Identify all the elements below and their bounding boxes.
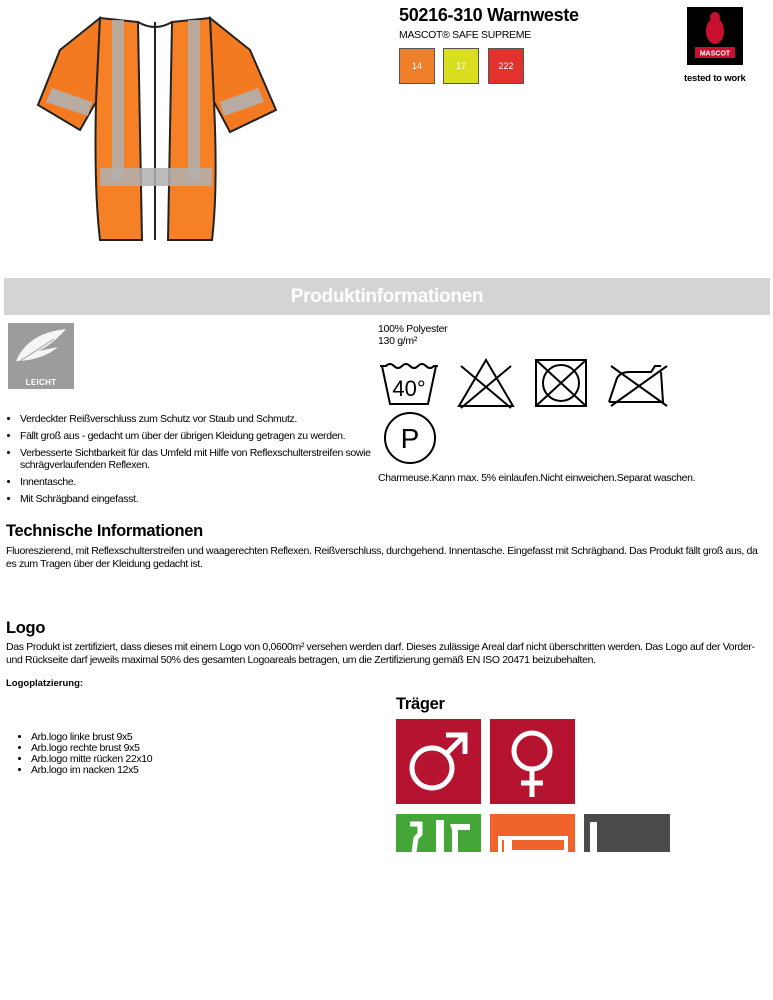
no-bleach-icon [455, 356, 517, 410]
mascot-logo [687, 7, 743, 65]
wash-temp: 40° [392, 376, 426, 401]
leicht-badge [8, 323, 74, 389]
color-swatch-14[interactable] [399, 48, 435, 84]
male-tile [396, 719, 481, 804]
grey-category-icon [584, 814, 670, 852]
section-heading-produktinformationen: Produktinformationen [4, 278, 770, 315]
section-heading-logo: Logo [6, 619, 46, 637]
leicht-label: LEICHT [25, 378, 57, 387]
section-heading-technische-informationen: Technische Informationen [6, 522, 203, 540]
orange-category-icon [490, 814, 575, 852]
care-instructions: Charmeuse.Kann max. 5% einlaufen.Nicht einweichen.Separat waschen. [378, 472, 696, 484]
list-item: • Mit Schrägband eingefasst. [20, 493, 380, 505]
logo-text: Das Produkt ist zertifiziert, dass dieses mit einem Logo von 0,0600m² versehen werden darf. Dieses zulässige Areal darf nicht überschritten werden. Das Logo auf der Vorder- und Rückseite darf jeweils maximal 50% des gesamten Logoareals betragen, um die Zertifizierung gemäß EN ISO 20471 beizubehalten. [6, 641, 755, 666]
list-item: • Innentasche. [20, 476, 380, 488]
product-title: 50216-310 Warnweste [399, 5, 579, 25]
male-symbol-icon [396, 719, 481, 804]
orange-category-tile [490, 814, 575, 852]
wash-40-icon [378, 358, 440, 408]
material-weight: 130 g/m² [378, 335, 418, 347]
list-item: • Arb.logo mitte rücken 22x10 [31, 754, 152, 765]
feather-icon [8, 323, 74, 373]
tools-icon [396, 814, 481, 852]
logo-text: MASCOT [699, 50, 731, 58]
technical-text: Fluoreszierend, mit Reflexschulterstreifen und waagerechten Reflexen. Reißverschluss, durchgehend. Innentasche. Eingefasst mit Schrägband. Das Produkt fällt groß aus, da es zum Tragen über der Kleidung gedacht ist. [6, 545, 758, 570]
female-symbol-icon [490, 719, 575, 804]
logo-placement-label: Logoplatzierung: [6, 678, 84, 689]
color-swatch-222[interactable] [488, 48, 524, 84]
grey-category-tile [584, 814, 670, 852]
section-heading-traeger: Träger [396, 695, 445, 713]
tagline: tested to work [684, 73, 746, 84]
product-image [30, 10, 280, 245]
list-item: • Arb.logo rechte brust 9x5 [31, 743, 152, 754]
no-iron-icon [605, 358, 671, 410]
logo-placement-list [17, 732, 152, 776]
female-tile [490, 719, 575, 804]
list-item: • Arb.logo im nacken 12x5 [31, 765, 152, 776]
color-swatch-code: 14 [411, 61, 422, 71]
product-line: MASCOT® SAFE SUPREME [399, 29, 531, 41]
list-item: • Verdeckter Reißverschluss zum Schutz vor Staub und Schmutz. [20, 413, 380, 425]
no-tumble-dry-icon [532, 356, 590, 410]
material-composition: 100% Polyester [378, 323, 448, 335]
material-info [378, 323, 447, 347]
color-swatch-code: 222 [498, 61, 514, 71]
color-swatch-17[interactable] [443, 48, 479, 84]
list-item: • Arb.logo linke brust 9x5 [31, 732, 152, 743]
color-swatch-code: 17 [455, 61, 466, 71]
tools-tile [396, 814, 481, 852]
feature-list [6, 413, 380, 510]
list-item: • Verbesserte Sichtbarkeit für das Umfeld mit Hilfe von Reflexschulterstreifen sowie schrägverlaufenden Reflexen. [20, 447, 380, 471]
dry-clean-letter: P [400, 423, 420, 454]
professional-dry-clean-p-icon [381, 410, 439, 466]
list-item: • Fällt groß aus - gedacht um über der übrigen Kleidung getragen zu werden. [20, 430, 380, 442]
